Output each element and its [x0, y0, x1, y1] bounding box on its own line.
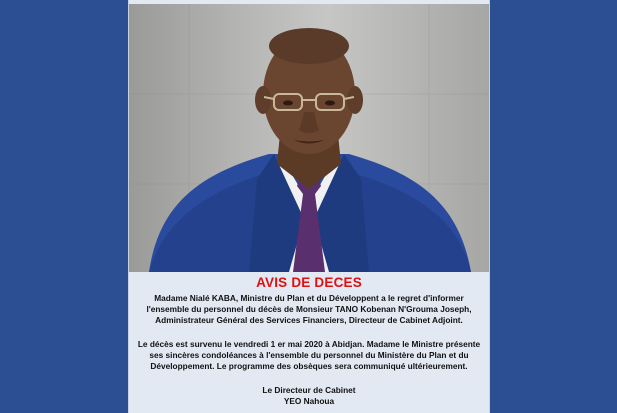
notice-line: Développement. Le programme des obsèques sera communiqué ultérieurement. — [150, 361, 468, 371]
notice-line: Administrateur Général des Services Financiers, Directeur de Cabinet Adjoint. — [155, 315, 463, 325]
portrait-photo — [129, 4, 489, 272]
notice-line: Madame Nialé KABA, Ministre du Plan et du Développent a le regret d'informer — [154, 293, 464, 303]
notice-line: ses sincères condoléances à l'ensemble du personnel du Ministère du Plan et du — [149, 350, 469, 360]
notice-paragraph-1 — [129, 293, 489, 326]
death-notice — [129, 272, 489, 413]
portrait-illustration — [129, 4, 489, 272]
notice-page — [128, 0, 490, 413]
signature-name: YEO Nahoua — [283, 396, 335, 406]
signature-role: Le Directeur de Cabinet — [262, 385, 356, 395]
notice-line: Le décès est survenu le vendredi 1 er mai 2020 à Abidjan. Madame le Ministre présente — [137, 339, 481, 349]
notice-line: l'ensemble du personnel du décès de Monsieur TANO Kobenan N'Grouma Joseph, — [146, 304, 472, 314]
notice-title: AVIS DE DECES — [256, 275, 362, 290]
signature-block — [129, 385, 489, 407]
notice-paragraph-2 — [129, 339, 489, 372]
